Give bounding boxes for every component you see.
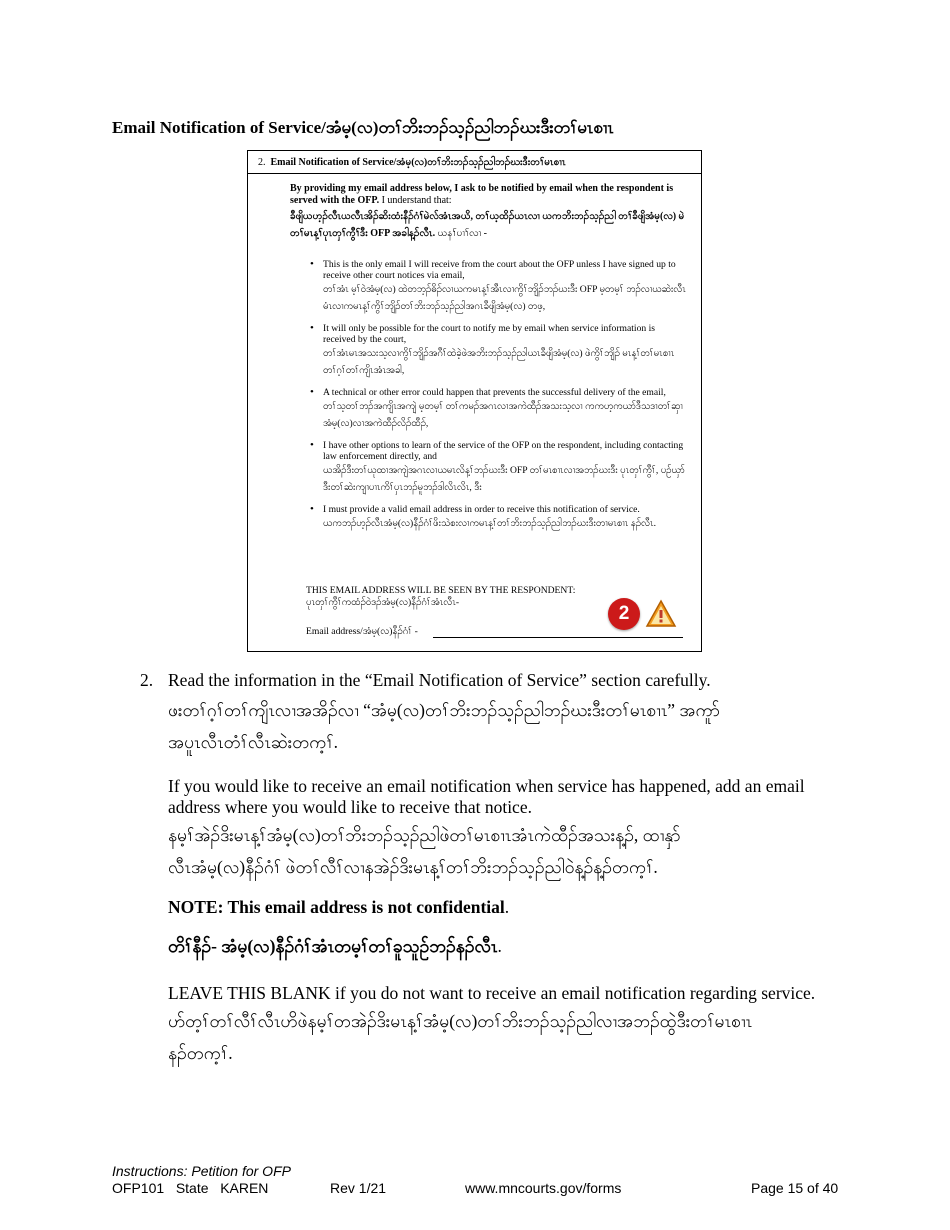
form-bullet-list [306,259,686,540]
bullet-en: It will only be possible for the court to notify me by email when service information is received by the court, [323,323,655,345]
warning-icon [645,599,677,629]
form-title-text: Email Notification of Service/အံမ့(လ)တၢ်ဘိးဘၣ်သ့ၣ်ညါဘၣ်ဃးဒီးတၢ်မၤစၢၤ [270,157,566,168]
email-instruction-kr-2: လီၤအံမ့(လ)နီၣ်ဂံၢ် ဖဲတၢ်လီၢ်လၢနအဲၣ်ဒိးမၤန့ၢ်တၢ်ဘိးဘၣ်သ့ၣ်ညါဝဲန့ၣ်န့ၣ်တက့ၢ်. [168,857,658,877]
note-tail: . [504,897,510,917]
step-paragraph [168,670,858,758]
form-warning-en: THIS EMAIL ADDRESS WILL BE SEEN BY THE RESPONDENT: [306,585,576,596]
list-item [306,504,686,532]
karen-note-tail: . [497,936,502,956]
section-heading: Email Notification of Service/အံမ့(လ)တၢ်ဘိးဘၣ်သ့ၣ်ညါဘၣ်ဃးဒီးတၢ်မၤစၢၤ [112,118,614,137]
form-title [258,157,566,169]
confidentiality-note [168,897,509,918]
step-number-badge: 2 [608,598,640,630]
step-text-en: Read the information in the “Email Notification of Service” section carefully. [168,670,711,690]
footer-state: State [175,1180,209,1196]
bullet-kr: တၢ်သ့တၢ်ဘၣ်အကျိၤအကျဲ မ့တမ့ၢ် တၢ်ကမၣ်အဂၤလၢအကဲထီၣ်အသးသ့လၢ ကကဟ့ကယာ်ဒီသဒၢတၢ်ဆှၢအံမ့(လ)လၢအကဲထီၣ်လိၣ်ထီၣ်, [323,401,683,429]
list-item [306,259,686,315]
footer-language: KAREN [220,1180,269,1196]
email-instruction-paragraph [168,776,858,883]
note-bold: NOTE: This email address is not confidential [168,897,505,917]
email-instruction-en: If you would like to receive an email notification when service has happened, add an email address where you would like to receive that notice. [168,776,805,817]
footer-doc-title: Instructions: Petition for OFP [112,1163,291,1179]
email-instruction-kr-1: နမ့ၢ်အဲၣ်ဒိးမၤန့ၢ်အံမ့(လ)တၢ်ဘိးဘၣ်သ့ၣ်ညါဖဲတၢ်မၤစၢၤအံၤကဲထီၣ်အသးန့ၣ်, ထၢနှာ် [168,825,681,845]
step-text-kr-2: အပူၤလီၤတံၢ်လီၤဆဲးတက့ၢ်. [168,732,339,752]
email-field-line [433,637,683,638]
bullet-kr: တၢ်အံၤ မ့ၢ်ဝဲအံမ့(လ) ထဲတဘ့ၣ်ဓိၣ်လၢယကမၤန့ၢ်အီၤလၢကွိၢ်ဘျိၣ်ဘၣ်ဃးဒီး OFP မ့တမ့ၢ် ဘၣ်လၢယဆဲးလီၤမံၤလၢကမၤန့ၢ်ကွိၢ်ဘျိၣ်တၢ်ဘိးဘၣ်သ့ၣ်ညါအဂၤခီဖျိအံမ့(လ) တဖ့, [323,284,686,312]
leave-blank-kr-1: ဟ်တ့ၢ်တၢ်လီၢ်လီၤဟိဖဲနမ့ၢ်တအဲၣ်ဒိးမၤန့ၢ်အံမ့(လ)တၢ်ဘိးဘၣ်သ့ၣ်ညါလၢအဘၣ်ထွဲဒီးတၢ်မၤစၢၤ [168,1011,753,1031]
bullet-en: This is the only email I will receive from the court about the OFP unless I have signed up to receive other court notices via email, [323,259,676,281]
leave-blank-en: LEAVE THIS BLANK if you do not want to receive an email notification regarding service. [168,983,816,1003]
footer-doc-info [112,1163,291,1197]
form-intro-karen-bold: ခီဖျိယဟ့ၣ်လီၤယလီၤအိၣ်ဆိးထံးနီၣ်ဂံၢ်မဲလ်အံၤအယိ, တၢ်ယ့ထိၣ်ယၤလၢ ယကဘိးဘၣ်သ့ၣ်ညါ တၢ်ခီဖျိအံမ့(လ) မဲတၢ်မၤန့ၢ်ပုၤတှၢ်ကွီၢ်ဒီး OFP အခါန့ၣ်လီၤ. [290,211,685,239]
step-number: 2. [140,670,154,690]
footer-url: www.mncourts.gov/forms [465,1180,622,1196]
email-field-label: Email address/အံမ့(လ)နီၣ်ဂံၢ် - [306,626,418,637]
form-intro-bold: By providing my email address below, I ask to be notified by email when the respondent is served with the OFP. [290,183,674,206]
form-excerpt [247,150,702,652]
list-item [306,387,686,432]
form-warning-kr: ပုၤတှၢ်ကွီၢ်ကထံၣ်ဝဲဒၣ်အံမ့(လ)နီၣ်ဂံၢ်အံၤလီၤ- [306,597,460,608]
bullet-en: I must provide a valid email address in order to receive this notification of service. [323,504,640,515]
bullet-kr: ယကဘၣ်ဟ့ၣ်လီၤအံမ့(လ)နီၣ်ဂံၢ်ဖိးသဲစးလၢကမၤန့ၢ်တၢ်ဘိးဘၣ်သ့ၣ်ညါဘၣ်ဃးဒီးတၢမၤစၢၤ နၣ်လီၤ. [323,518,657,529]
form-intro-tail: I understand that: [379,195,452,206]
bullet-en: A technical or other error could happen that prevents the successful delivery of the email, [323,387,666,398]
form-intro [290,183,690,242]
footer-form-id: OFP101 [112,1180,165,1196]
form-intro-karen-tail: ယနၢ်ပၢၢ်လၢ - [435,228,487,239]
bullet-kr: တၢ်အံၤမၤအသးသ့လၢကွိၢ်ဘျိၣ်အဂီၢ်ထဲခဲ့ဖဲအဘိးဘၣ်သ့ၣ်ညါယၤခီဖျိအံမ့(လ) ဖဲကွိၢ်ဘျိၣ် မၤန့ၢ်တၢ်မၤစၢၤတၢ်ဂ့ၢ်တၢ်ကျိၤအံၤအခါ, [323,348,675,376]
karen-note-bold: တိၢ်နီၣ်- အံမ့(လ)နီၣ်ဂံၢ်အံၤတမ့ၢ်တၢ်ခူသူဉ်ဘၣ်နၣ်လီၤ [168,936,498,956]
footer-revision: Rev 1/21 [330,1180,387,1196]
list-item [306,440,686,496]
footer-page-number: Page 15 of 40 [751,1180,839,1196]
bullet-en: I have other options to learn of the service of the OFP on the respondent, including contacting law enforcement directly, and [323,440,684,462]
list-item [306,323,686,379]
form-title-rule [248,173,701,174]
step-text-kr-1: ဖးတၢ်ဂ့ၢ်တၢ်ကျိၤလၢအအိၣ်လၢ “အံမ့(လ)တၢ်ဘိးဘၣ်သ့ၣ်ညါဘၣ်ဃးဒီးတၢ်မၤစၢၤ” အကူာ် [168,700,720,720]
leave-blank-paragraph [168,983,858,1069]
form-number: 2. [258,157,266,168]
form-intro-karen [290,208,690,242]
bullet-kr: ယအိၣ်ဒီးတၢ်ယုထၢအကျဲအဂၤလၢယမၤလိန့ၢ်ဘၣ်ဃးဒီး OFP တၢ်မၤစၢၤလၢအဘၣ်ဃးဒီး ပုၤတှၢ်ကွီၢ်, ပဉ်ယှာ်ဒီးတၢ်ဆဲးကျၢပၢၤကိၢ်ပှၤဘၣ်မူဘၣ်ဒါလိၤလိၤ, ဒီး [323,465,685,493]
leave-blank-kr-2: နၣ်တက့ၢ်. [168,1043,233,1063]
confidentiality-note-karen [168,930,502,962]
